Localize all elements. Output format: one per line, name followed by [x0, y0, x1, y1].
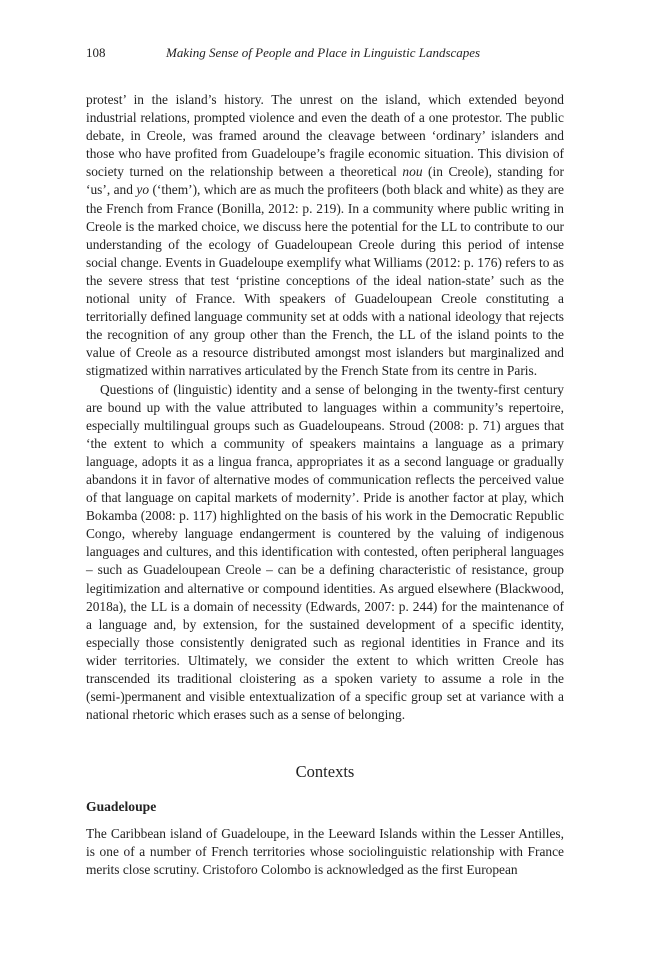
- creole-term: nou: [402, 164, 423, 180]
- section-text: [86, 825, 564, 879]
- creole-term: yo: [136, 182, 150, 198]
- body-paragraph-1: protest’ in the island’s history. The unrest on the island, which extended beyond industrial relations, prompted violence and even the death of a one protestor. The public debate, in Creole, was framed around the cleavage between ‘ordinary’ islanders and those who have profited from Guadeloupe’s fragile economic situation. This division of society turned on the relationship between a theoretical nou (in Creole), standing for ‘us’, and yo (‘them’), which are as much the profiteers (both black and white) as they are the French from France (Bonilla, 2012: p. 219). In a community where public writing in Creole is the marked choice, we discuss here the potential for the LL to contribute to our understanding of the ecology of Guadeloupean Creole during this period of intense social change. Events in Guadeloupe exemplify what Williams (2012: p. 176) refers to as the severe stress that test ‘pristine conceptions of the ideal nation-state’ such as the notional unity of France. With speakers of Guadeloupean Creole constituting a territorially defined language community set at odds with a national ideology that rejects the recognition of any group other than the French, the LL of the island points to the value of Creole as a resource distributed amongst most islanders but marginalized and stigmatized within narratives articulated by the French State from its centre in Paris.: [86, 92, 565, 379]
- body-text: [86, 91, 564, 724]
- subsection-heading: Guadeloupe: [86, 799, 157, 814]
- section-heading: Contexts: [295, 762, 355, 781]
- running-title: Making Sense of People and Place in Linguistic Landscapes: [166, 45, 481, 60]
- body-paragraph-2: Questions of (linguistic) identity and a sense of belonging in the twenty-first century are bound up with the value attributed to languages within a community’s repertoire, especially multilingual groups such as Guadeloupeans. Stroud (2008: p. 71) argues that ‘the extent to which a community of speakers maintains a language as a primary language, adopts it as a lingua franca, appropriates it as a second language or gradually abandons it in favor of alternative modes of communication reflects the perceived value of that language on capital markets of modernity’. Pride is another factor at play, which Bokamba (2008: p. 117) highlighted on the basis of his work in the Democratic Republic Congo, whereby language endangerment is countered by the valuing of indigenous languages and cultures, and this identification with contested, often peripheral languages – such as Guadeloupean Creole – can be a defining characteristic of resistance, group legitimization and alternative or compound identities. As argued elsewhere (Blackwood, 2018a), the LL is a domain of necessity (Edwards, 2007: p. 244) for the maintenance of a language and, by extension, for the sustained development of a specific identity, especially those consistently denigrated such as regional identities in France and its wider territories. Ultimately, we consider the extent to which written Creole has transcended its traditional cloistering as a spoken variety to assume a role in the (semi-)permanent and visible entextualization of a specific group set at variance with a national rhetoric which erases such as a sense of belonging.: [86, 381, 564, 723]
- page-number: 108: [86, 45, 106, 60]
- section-paragraph-1: The Caribbean island of Guadeloupe, in the Leeward Islands within the Lesser Antilles, is one of a number of French territories whose sociolinguistic relationship with France merits close scrutiny. Cristoforo Colombo is acknowledged as the first European: [86, 826, 564, 878]
